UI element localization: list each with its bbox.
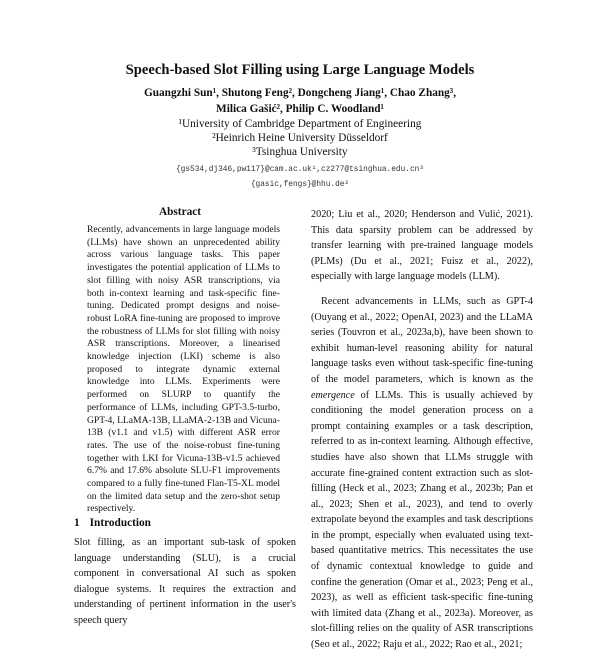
right-paragraph-2-start: Recent advancements in LLMs, such as GPT-4 (Ouyang et al., 2022; OpenAI, 2023) and the LLaMA series (Touvron et al., 2023a,b), have been shown to exhibit human-level reasoning ability for natural language tasks even without task-specific fine-tuning of the model parameters, which is known as the [311,295,533,385]
right-paragraph-2 [311,294,533,653]
affiliation-cambridge: ¹University of Cambridge Department of Engineering [178,118,422,130]
author-emails [0,163,600,193]
affiliation-tsinghua: ³Tsinghua University [252,146,348,158]
section-title: Introduction [89,517,151,529]
introduction-column-right [311,207,533,653]
authors-line-2: Milica Gašić², Philip C. Woodland¹ [216,103,384,115]
paper-title: Speech-based Slot Filling using Large Language Models [125,62,475,78]
affiliation-hhu: ²Heinrich Heine University Düsseldorf [212,132,388,144]
emphasis-emergence: emergence [311,389,355,401]
introduction-paragraph: Slot filling, as an important sub-task of spoken language understanding (SLU), is a crucial component in conversational AI such as spoken dialogue systems. It requires the extraction and understanding of pertinent information in the user's speech query [74,537,296,626]
right-paragraph-2-end: of LLMs. This is usually achieved by conditioning the model generation process on a prompt containing examples or a task description, referred to as in-context learning. Although effective, studies have also shown that LLMs struggle with accurate fine-grained content extraction such as slot-filling (Heck et al., 2023; Zhang et al., 2023b; Pan et al., 2023; Shen et al., 2023), and tend to overly extrapolate beyond the examples and task descriptions in the prompt, especially when evaluated using text-based quantitative metrics. This necessitates the use of dynamic contextual knowledge to guide and confine the generation (Omar et al., 2023; Peng et al., 2023), as well as efficient task-specific fine-tuning with limited data (Zhang et al., 2023a). Moreover, as slot-filling relies on the quality of ASR transcriptions (Seo et al., 2022; Raju et al., 2022; Rao et al., 2021; [311,389,533,651]
abstract-heading: Abstract [158,206,202,218]
abstract-text: Recently, advancements in large language models (LLMs) have shown an unprecedented ability across various language tasks. This paper investigates the potential application of LLMs to slot filling with noisy ASR transcriptions, via both in-context learning and task-specific fine-tuning. Dedicated prompt designs and noise-robust LoRA fine-tuning are proposed to improve the robustness of LLMs for slot filling with noisy ASR transcriptions. Moreover, a linearised knowledge injection (LKI) scheme is also proposed to integrate dynamic external knowledge into LLMs. Experiments were performed on SLURP to quantify the performance of LLMs, including GPT-3.5-turbo, GPT-4, LLaMA-13B, LLaMA-2-13B and Vicuna-13B (v1.1 and v1.5) with different ASR error rates. The use of the noise-robust fine-tuning together with LKI for Vicuna-13B-v1.5 achieved 6.7% and 17.6% absolute SLU-F1 improvements compared to a fully fine-tuned Flan-T5-XL model on the limited data setup and the zero-shot setup respectively. [87,224,280,515]
email-line-2: {gasic,fengs}@hhu.de² [250,181,350,189]
author-list [0,85,600,117]
introduction-column-left [74,535,296,629]
introduction-heading [74,517,151,529]
authors-line-1: Guangzhi Sun¹, Shutong Feng², Dongcheng Jiang¹, Chao Zhang³, [143,87,457,99]
email-line-1: {gs534,dj346,pw117}@cam.ac.uk¹,cz277@tsinghua.edu.cn³ [176,166,424,174]
affiliations [0,117,600,159]
section-number: 1 [74,517,80,529]
right-paragraph-1: 2020; Liu et al., 2020; Henderson and Vulić, 2021). This data sparsity problem can be addressed by transfer learning with pre-trained language models (PLMs) (Du et al., 2021; Fuisz et al., 2022), especially with large language models (LLM). [311,209,533,283]
